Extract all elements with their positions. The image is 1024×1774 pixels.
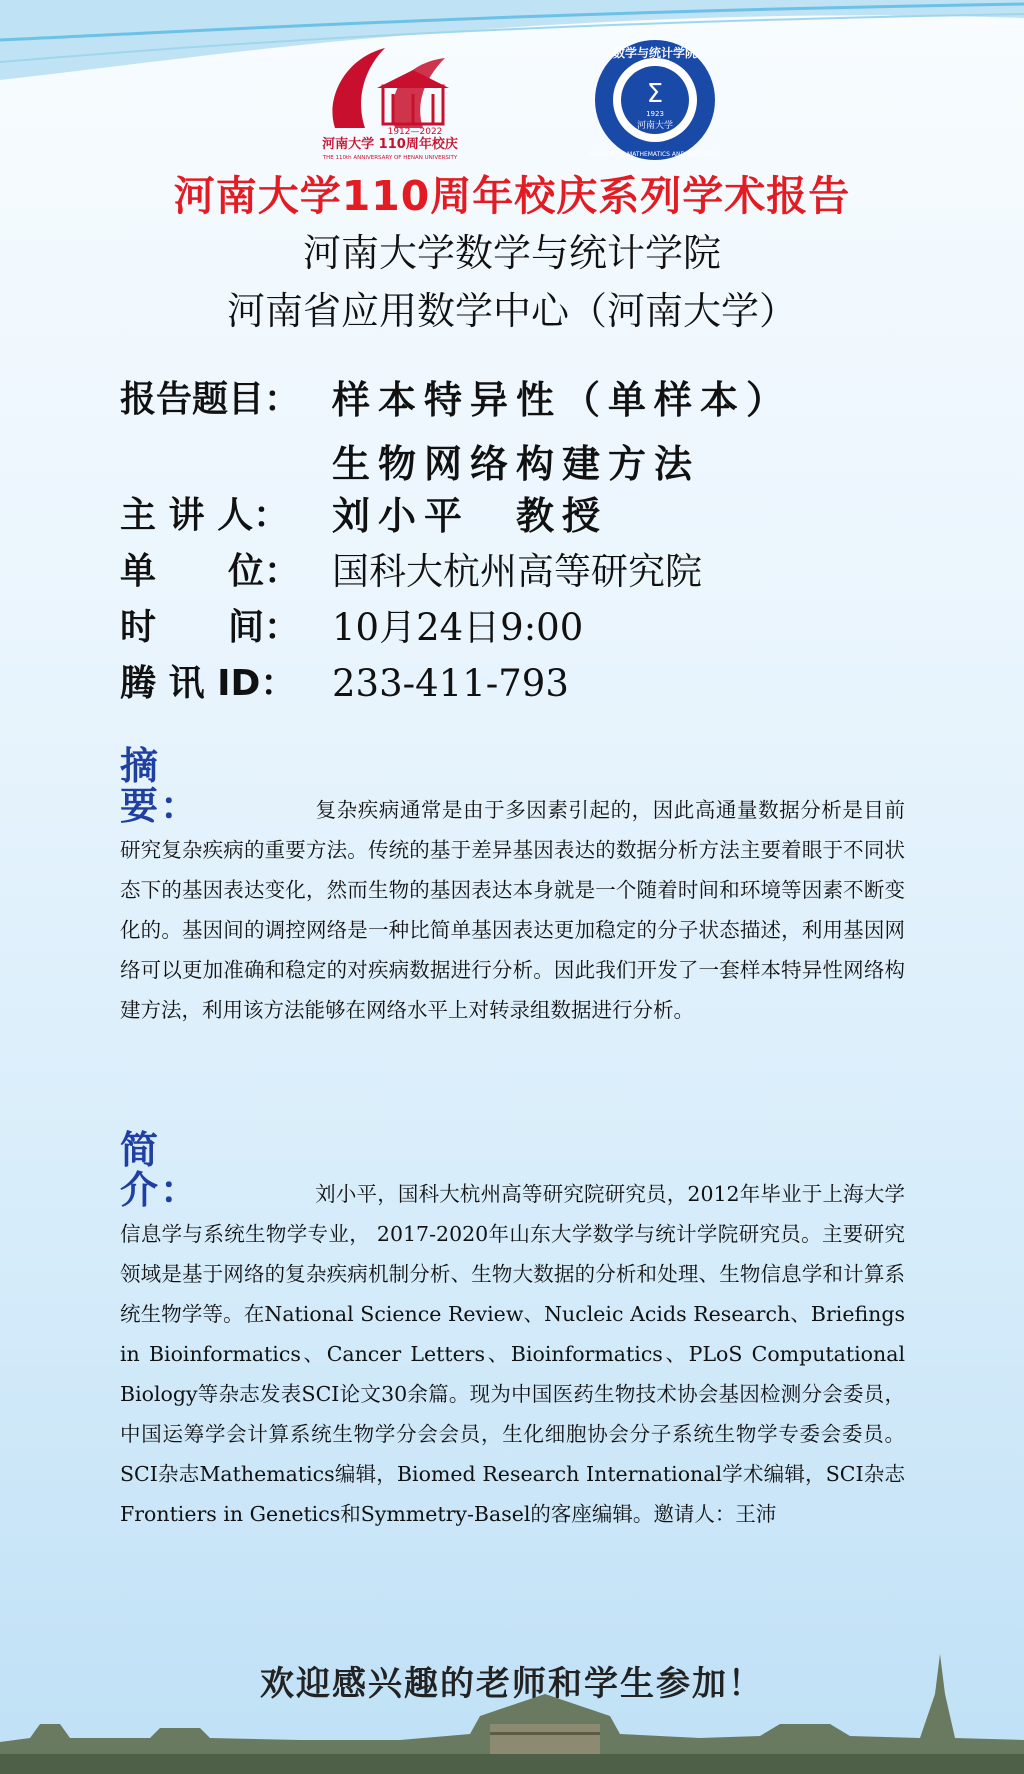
bio-heading (120, 1130, 315, 1210)
talk-title-row (120, 368, 920, 488)
bio-heading-a: 简 (120, 1128, 225, 1172)
abstract-heading (120, 746, 315, 826)
talk-title-line-1: 样本特异性（单样本） (332, 378, 793, 422)
abstract-text: 复杂疾病通常是由于多因素引起的，因此高通量数据分析是目前研究复杂疾病的重要方法。传统的基于差异基因表达的数据分析方法主要着眼于不同状态下的基因表达变化，然而生物的基因表达本身就是一个随着时间和环境等因素不断变化的。基因间的调控网络是一种比简单基因表达更加稳定的分子状态描述，利用基因网络可以更加准确和稳定的对疾病数据进行分析。因此我们开发了一套样本特异性网络构建方法，利用该方法能够在网络水平上对转录组数据进行分析。 (120, 798, 905, 1022)
bio-section (120, 1130, 905, 1534)
talk-title-line-2: 生物网络构建方法 (332, 442, 701, 486)
anniversary-caption: 河南大学 110周年校庆 (322, 137, 458, 152)
school-emblem-inner-text: 河南大学 (636, 121, 674, 131)
unit-value: 国科大杭州高等研究院 (332, 550, 702, 593)
org-line-1: 河南大学数学与统计学院 (302, 231, 721, 275)
tencent-label: 腾 讯 ID： (120, 663, 297, 704)
welcome-message: 欢迎感兴趣的老师和学生参加！ (260, 1664, 764, 1704)
speaker-name: 刘小平 教授 (332, 494, 609, 538)
speaker-row (120, 488, 920, 544)
abstract-heading-a: 摘 (120, 744, 225, 788)
abstract-heading-b: 要： (120, 784, 201, 828)
unit-row (120, 544, 920, 600)
school-emblem-year: 1923 (646, 110, 664, 118)
tencent-id: 233-411-793 (332, 662, 569, 705)
abstract-section (120, 746, 905, 1030)
unit-label: 单 位： (120, 551, 301, 592)
talk-info (120, 368, 920, 712)
anniversary-caption-en: THE 110th ANNIVERSARY OF HENAN UNIVERSITY (322, 155, 458, 161)
campus-skyline-decoration (0, 1654, 1024, 1774)
time-label: 时 间： (120, 607, 301, 648)
time-value: 10月24日9:00 (332, 606, 584, 649)
anniversary-logo (305, 38, 475, 163)
school-emblem (590, 38, 720, 163)
bio-text: 刘小平，国科大杭州高等研究院研究员，2012年毕业于上海大学信息学与系统生物学专业， 2017-2020年山东大学数学与统计学院研究员。主要研究领域是基于网络的复杂疾病机制分析、生物大数据的分析和处理、生物信息学和计算系统生物学等。在National Science Review、Nucleic Acids Research、Briefings in Bioinformatics、Cancer Letters、Bioinformatics、PLoS Computational Biology等杂志发表SCI论文30余篇。现为中国医药生物技术协会基因检测分会委员，中国运筹学会计算系统生物学分会会员，生化细胞协会分子系统生物学专委会委员。SCI杂志Mathematics编辑，Biomed Research International学术编辑，SCI杂志Frontiers in Genetics和Symmetry-Basel的客座编辑。邀请人：王沛 (120, 1182, 905, 1526)
bio-heading-b: 介： (120, 1168, 201, 1212)
speaker-label: 主 讲 人： (120, 495, 290, 536)
time-row (120, 600, 920, 656)
org-line-2: 河南省应用数学中心（河南大学） (226, 289, 797, 333)
poster-header (0, 168, 1024, 340)
anniversary-years: 1912—2022 (387, 127, 443, 137)
tencent-row (120, 656, 920, 712)
sigma-icon: Σ (646, 79, 664, 109)
series-title: 河南大学110周年校庆系列学术报告 (173, 172, 851, 220)
talk-title-label: 报告题目： (120, 379, 301, 420)
school-emblem-arc-text: 数学与统计学院 (612, 46, 698, 60)
school-emblem-ring-text: SCHOOL OF MATHEMATICS AND STATISTICS (590, 151, 720, 158)
logo-bar (0, 38, 1024, 163)
